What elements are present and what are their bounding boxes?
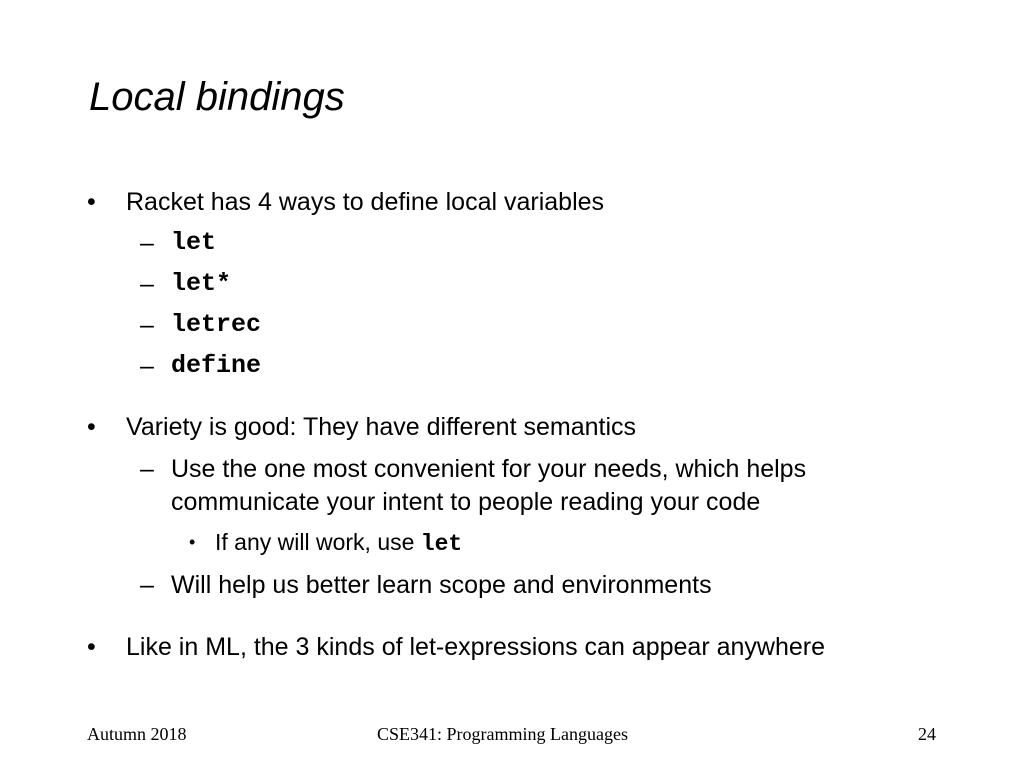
- sub-text: If any will work, use: [215, 529, 421, 555]
- dash-mark: –: [140, 311, 154, 339]
- dash-mark: –: [140, 455, 154, 483]
- sub-text-line1: Use the one most convenient for your needs, which helps: [171, 455, 807, 483]
- bullet-text: Like in ML, the 3 kinds of let-expressions can appear anywhere: [126, 633, 825, 661]
- bullet-text: Variety is good: They have different semantics: [126, 413, 636, 441]
- footer-page-number: 24: [918, 724, 936, 744]
- code-let-star: let*: [171, 269, 232, 298]
- dash-mark: –: [140, 352, 154, 380]
- dash-mark: –: [140, 571, 154, 599]
- slide-title: Local bindings: [89, 75, 345, 119]
- code-let: let: [171, 228, 217, 257]
- bullet-text: Racket has 4 ways to define local variables: [126, 188, 605, 216]
- sub-text-line2: communicate your intent to people reading your code: [171, 488, 761, 516]
- footer-course: CSE341: Programming Languages: [377, 724, 628, 744]
- sub-item-convenient: [140, 454, 807, 516]
- sub-item-let-star: [140, 269, 232, 299]
- code-define: define: [171, 351, 262, 380]
- sub-sub-item-if-any: [189, 529, 463, 557]
- sub-item-let: [140, 228, 217, 258]
- code-letrec: letrec: [171, 310, 262, 339]
- sub-item-letrec: [140, 310, 262, 340]
- footer-date: Autumn 2018: [87, 724, 187, 744]
- code-let: let: [420, 531, 463, 557]
- dash-mark: –: [140, 229, 154, 257]
- dash-mark: –: [140, 270, 154, 298]
- sub-item-scope: [140, 570, 712, 600]
- sub-item-define: [140, 351, 262, 381]
- bullet-mark: •: [87, 188, 96, 216]
- sub-text: Will help us better learn scope and environments: [171, 571, 712, 599]
- bullet-mark: •: [189, 532, 196, 552]
- bullet-mark: •: [87, 413, 96, 441]
- bullet-mark: •: [87, 633, 96, 661]
